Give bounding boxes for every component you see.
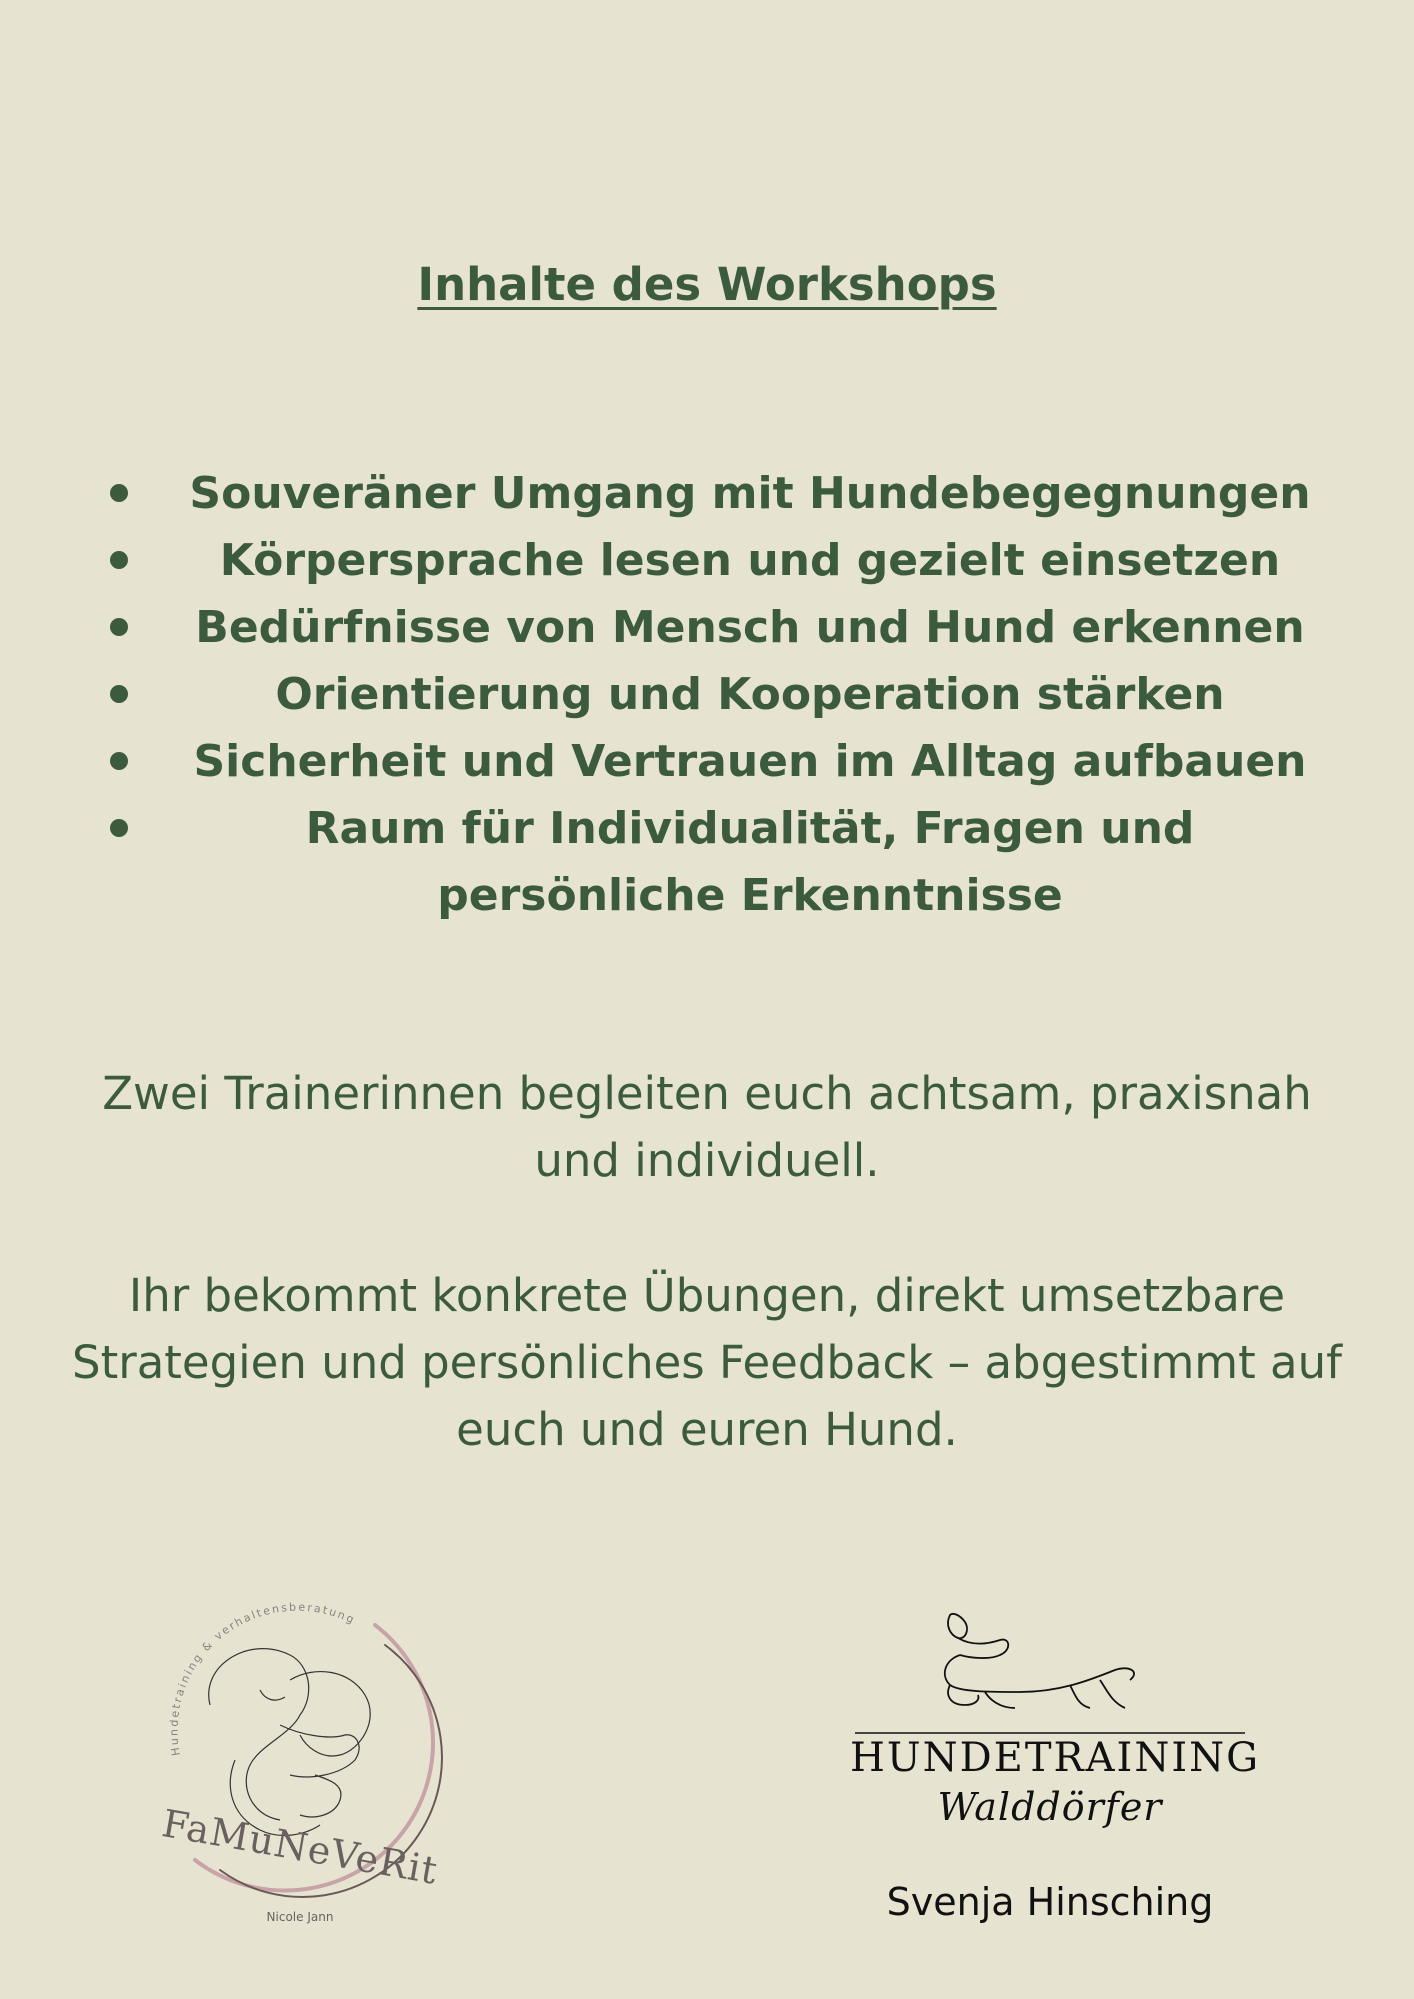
benefits-paragraph: Ihr bekommt konkrete Übungen, direkt umsetzbare Strategien und persönliches Feedback – abgestimmt auf euch und euren Hund. [72,1269,1342,1456]
list-item [90,728,1330,795]
bullet-icon [110,618,128,636]
trainers-paragraph: Zwei Trainerinnen begleiten euch achtsam, praxisnah und individuell. [102,1067,1312,1187]
list-item [90,460,1330,527]
list-item-text: Sicherheit und Vertrauen im Alltag aufbauen [193,736,1307,787]
page-title: Inhalte des Workshops [417,258,997,311]
hundetraining-sub: Walddörfer [937,1785,1163,1829]
bullet-icon [110,685,128,703]
list-item-text: Souveräner Umgang mit Hundebegegnungen [189,468,1311,519]
list-item [90,594,1330,661]
hundetraining-brand: HUNDETRAINING [850,1735,1261,1781]
bullet-icon [110,551,128,569]
list-item-text: Orientierung und Kooperation stärken [275,669,1225,720]
list-item [90,527,1330,594]
list-item-text: Körpersprache lesen und gezielt einsetzen [219,535,1281,586]
workshop-content-list [90,460,1330,929]
svg-text:Hundetraining & verhaltensbera [167,1601,357,1757]
list-item-text: Raum für Individualität, Fragen und persönliche Erkenntnisse [305,803,1195,921]
list-item [90,795,1330,929]
bullet-icon [110,819,128,837]
logo-arc-text: Hundetraining & verhaltensberatung [167,1600,358,1757]
famuneverit-owner: Nicole Jann [266,1910,334,1924]
list-item-text: Bedürfnisse von Mensch und Hund erkennen [195,602,1305,653]
bullet-icon [110,484,128,502]
bullet-icon [110,752,128,770]
famuneverit-brand: FaMuNeVeRit [158,1801,442,1893]
list-item [90,661,1330,728]
trainer-name: Svenja Hinsching [886,1880,1214,1924]
